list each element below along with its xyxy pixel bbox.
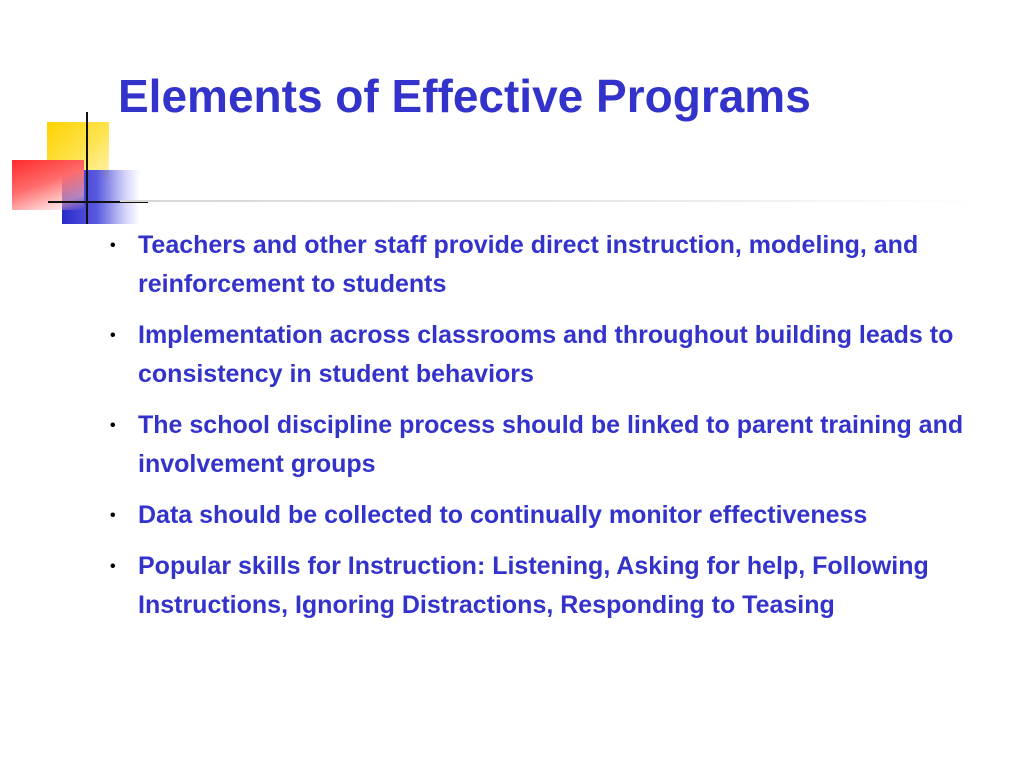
bullet-item — [108, 496, 988, 535]
slide-title: Elements of Effective Programs — [118, 70, 811, 122]
bullet-item — [108, 226, 988, 304]
ornament-vertical-line — [86, 112, 88, 224]
bullet-text: Teachers and other staff provide direct instruction, modeling, and reinforcement to students — [138, 231, 919, 298]
bullet-dot-icon: • — [110, 237, 116, 254]
title-divider — [120, 200, 980, 202]
bullet-item — [108, 406, 988, 484]
bullet-text: The school discipline process should be linked to parent training and involvement groups — [138, 411, 964, 478]
bullet-list — [108, 226, 988, 637]
bullet-item — [108, 547, 988, 625]
bullet-dot-icon: • — [110, 507, 116, 524]
bullet-text: Popular skills for Instruction: Listening, Asking for help, Following Instructions, Ignoring Distractions, Responding to Teasing — [138, 552, 929, 619]
bullet-text: Data should be collected to continually monitor effectiveness — [138, 501, 868, 529]
bullet-dot-icon: • — [110, 558, 116, 575]
bullet-item — [108, 316, 988, 394]
bullet-text: Implementation across classrooms and throughout building leads to consistency in student behaviors — [138, 321, 954, 388]
bullet-dot-icon: • — [110, 417, 116, 434]
bullet-dot-icon: • — [110, 327, 116, 344]
